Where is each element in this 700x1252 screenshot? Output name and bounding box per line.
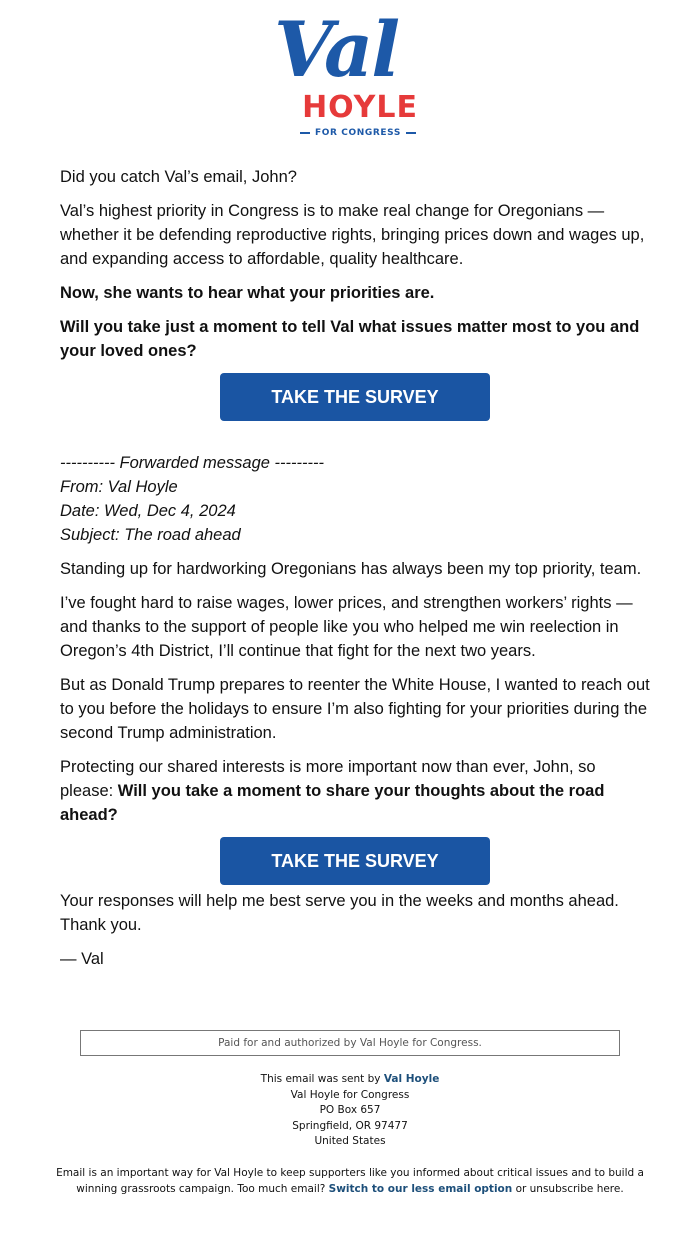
forwarded-header — [60, 451, 650, 547]
sender-name: Val Hoyle — [383, 1073, 440, 1085]
logo-dash-left — [300, 132, 310, 134]
footer-city: Springfield, OR 97477 — [292, 1119, 408, 1132]
email-body — [60, 165, 650, 981]
campaign-logo — [260, 5, 440, 140]
logo-subtitle — [298, 126, 418, 140]
body-paragraph-3: But as Donald Trump prepares to reenter the White House, I wanted to reach out to you before the holidays to ensure I’m also fighting for your priorities during the second Trump administration. — [60, 676, 650, 742]
intro-paragraph: Val’s highest priority in Congress is to make real change for Oregonians — whether it be defending reproductive rights, bringing prices down and wages up, and expanding access to affordable, quality healthcare. — [60, 202, 645, 268]
logo-dash-right — [406, 132, 416, 134]
forwarded-separator: ---------- Forwarded message --------- — [60, 454, 324, 472]
logo-subtitle-text: FOR CONGRESS — [315, 128, 401, 138]
sent-by-line — [0, 1072, 700, 1088]
take-survey-button-bottom[interactable]: TAKE THE SURVEY — [220, 837, 490, 885]
paid-for-disclaimer: Paid for and authorized by Val Hoyle for Congress. — [80, 1030, 620, 1056]
body-paragraph-4-bold: Will you take a moment to share your thoughts about the road ahead? — [60, 782, 605, 824]
footer-note-text: Email is an important way for Val Hoyle to keep supporters like you informed about critical issues and to build a winning grassroots campaign. Too much email? — [56, 1167, 644, 1195]
footer-po-box: PO Box 657 — [319, 1104, 381, 1116]
body-paragraph-4 — [60, 755, 650, 827]
signoff: — Val — [60, 950, 104, 968]
less-email-link[interactable]: Switch to our less email option — [328, 1183, 513, 1195]
forwarded-date: Date: Wed, Dec 4, 2024 — [60, 502, 236, 520]
footer-email-note — [55, 1165, 645, 1197]
footer-address — [0, 1072, 700, 1150]
body-paragraph-1: Standing up for hardworking Oregonians has always been my top priority, team. — [60, 560, 642, 578]
unsubscribe-text[interactable]: or unsubscribe here. — [512, 1183, 624, 1195]
take-survey-button-top[interactable]: TAKE THE SURVEY — [220, 373, 490, 421]
body-paragraph-4-text: Protecting our shared interests is more important now than ever, John, so please: — [60, 758, 596, 800]
footer-org: Val Hoyle for Congress — [290, 1088, 410, 1101]
survey-ask: Will you take just a moment to tell Val what issues matter most to you and your loved ones? — [60, 318, 640, 360]
sent-by-prefix: This email was sent by — [260, 1073, 384, 1085]
body-paragraph-5: Your responses will help me best serve you in the weeks and months ahead. Thank you. — [60, 892, 619, 934]
forwarded-from: From: Val Hoyle — [60, 478, 178, 496]
logo-val-text: Val — [274, 5, 399, 94]
forwarded-subject: Subject: The road ahead — [60, 526, 241, 544]
priorities-heading: Now, she wants to hear what your priorities are. — [60, 284, 435, 302]
logo-hoyle-text: HOYLE — [302, 90, 418, 125]
body-paragraph-2: I’ve fought hard to raise wages, lower prices, and strengthen workers’ rights — and thanks to the support of people like you who helped me win reelection in Oregon’s 4th District, I’ll continue that fight for the next two years. — [60, 594, 633, 660]
greeting: Did you catch Val’s email, John? — [60, 168, 297, 186]
footer-country: United States — [314, 1135, 386, 1147]
